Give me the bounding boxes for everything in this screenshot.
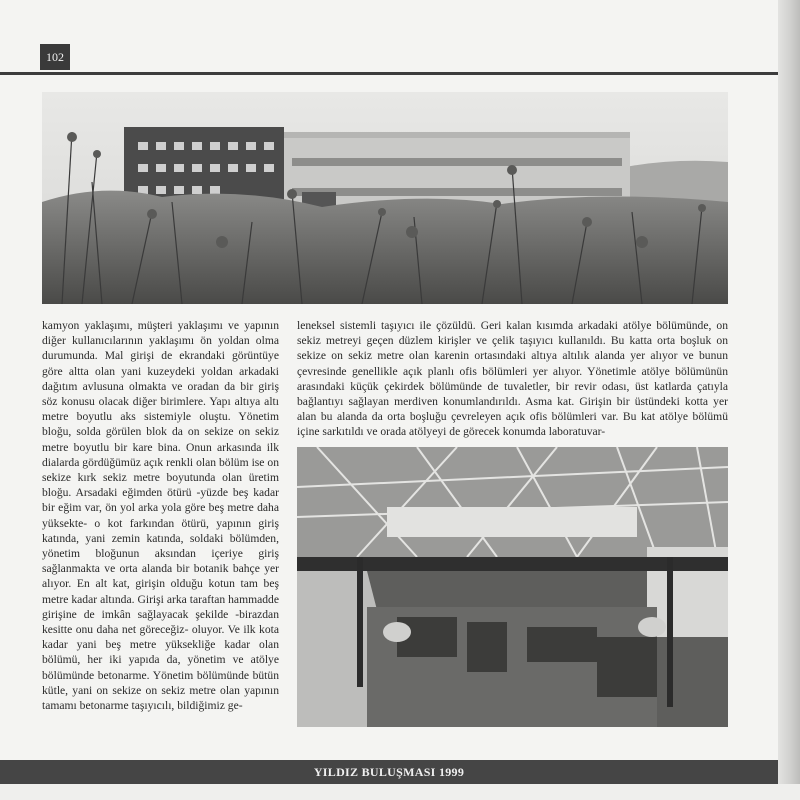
header-rule: [0, 72, 778, 75]
page-fold-edge: [778, 0, 800, 800]
workshop-interior-photo: [297, 447, 728, 727]
footer-title: YILDIZ BULUŞMASI 1999: [313, 765, 465, 779]
page-number: 102: [40, 44, 70, 70]
building-exterior-photo: [42, 92, 728, 304]
text-column-left: kamyon yaklaşımı, müşteri yaklaşımı ve yapının diğer kullanıcılarının yaklaşımı ön yoldan olma durumunda. Mal girişi de ekrandaki görüntüye göre altta olan yani kuzeydeki yoldan arkadaki dağıtım avlusuna olmakta ve oradan da bir giriş söz konusu olacak diğer birimlere. Yapı altıya altı metre boyutlu aks sistemiyle oluştu. Yönetim bloğu, solda görülen blok da on sekize on sekiz metre boyutlu bir kare bina. Onun arkasında ilk dialarda gördüğümüz açık renkli olan bölüm ise on sekize kırk sekiz metre boyutunda olan üretim bloğu. Arsadaki eğimden ötürü -yüzde beş kadar bir eğim var, ön yol arka yola göre beş metre daha yüksekte- o kot farkından ötürü, yapının giriş katında, yani zemin katında, soldaki bölümden, yönetim bloğunun aksından içeriye giriş sağlanmakta ve orta alanda bir botanik bahçe yer alıyor. En alt kat, girişin olduğu kotun tam beş metre kadar altında. Girişi arka taraftan hammadde girişine de imkân sağlayacak şekilde -birazdan kesitte onu daha net göreceğiz- oluyor. Ve ilk kota kadar yani beş metre yüksekliğe kadar olan bölümü, her iki yapıda da, yönetim ve atölye bölümünde betonarme. Yönetim bölümünde bütün kütle, yani on sekize on sekiz metre olan yapının tamamı betonarme taşıyıcılı, bildiğimiz ge-: [42, 319, 279, 713]
bottom-margin: [0, 784, 800, 800]
text-column-right: leneksel sistemli taşıyıcı ile çözüldü. Geri kalan kısımda arkadaki atölye bölümünde, on sekiz metreyi geçen düzlem kirişler ve çelik taşıyıcı kullanıldı. Bu katta orta boşluk on sekize on sekiz metre olan karenin ortasındaki altıya altılık alanda yer alıyor ve bunun çevresinde genellikle açık planlı ofis bölümleri yer alıyor. Yönetimle atölye bölümünün arasındaki küçük çekirdek bölümünde de tuvaletler, bir revir odası, üst katlarda çatıyla bağlantıyı sağlayan merdiven konumlandırıldı. Asma kat. Girişin bir üstündeki kotta yer alan bu alanda da orta boşluğu çevreleyen açık ofis bölümleri var. Bu kat atölye bölümü içine sarkıtıldı ve orada atölyeyi de görecek konumda laboratuvar-: [297, 319, 728, 439]
